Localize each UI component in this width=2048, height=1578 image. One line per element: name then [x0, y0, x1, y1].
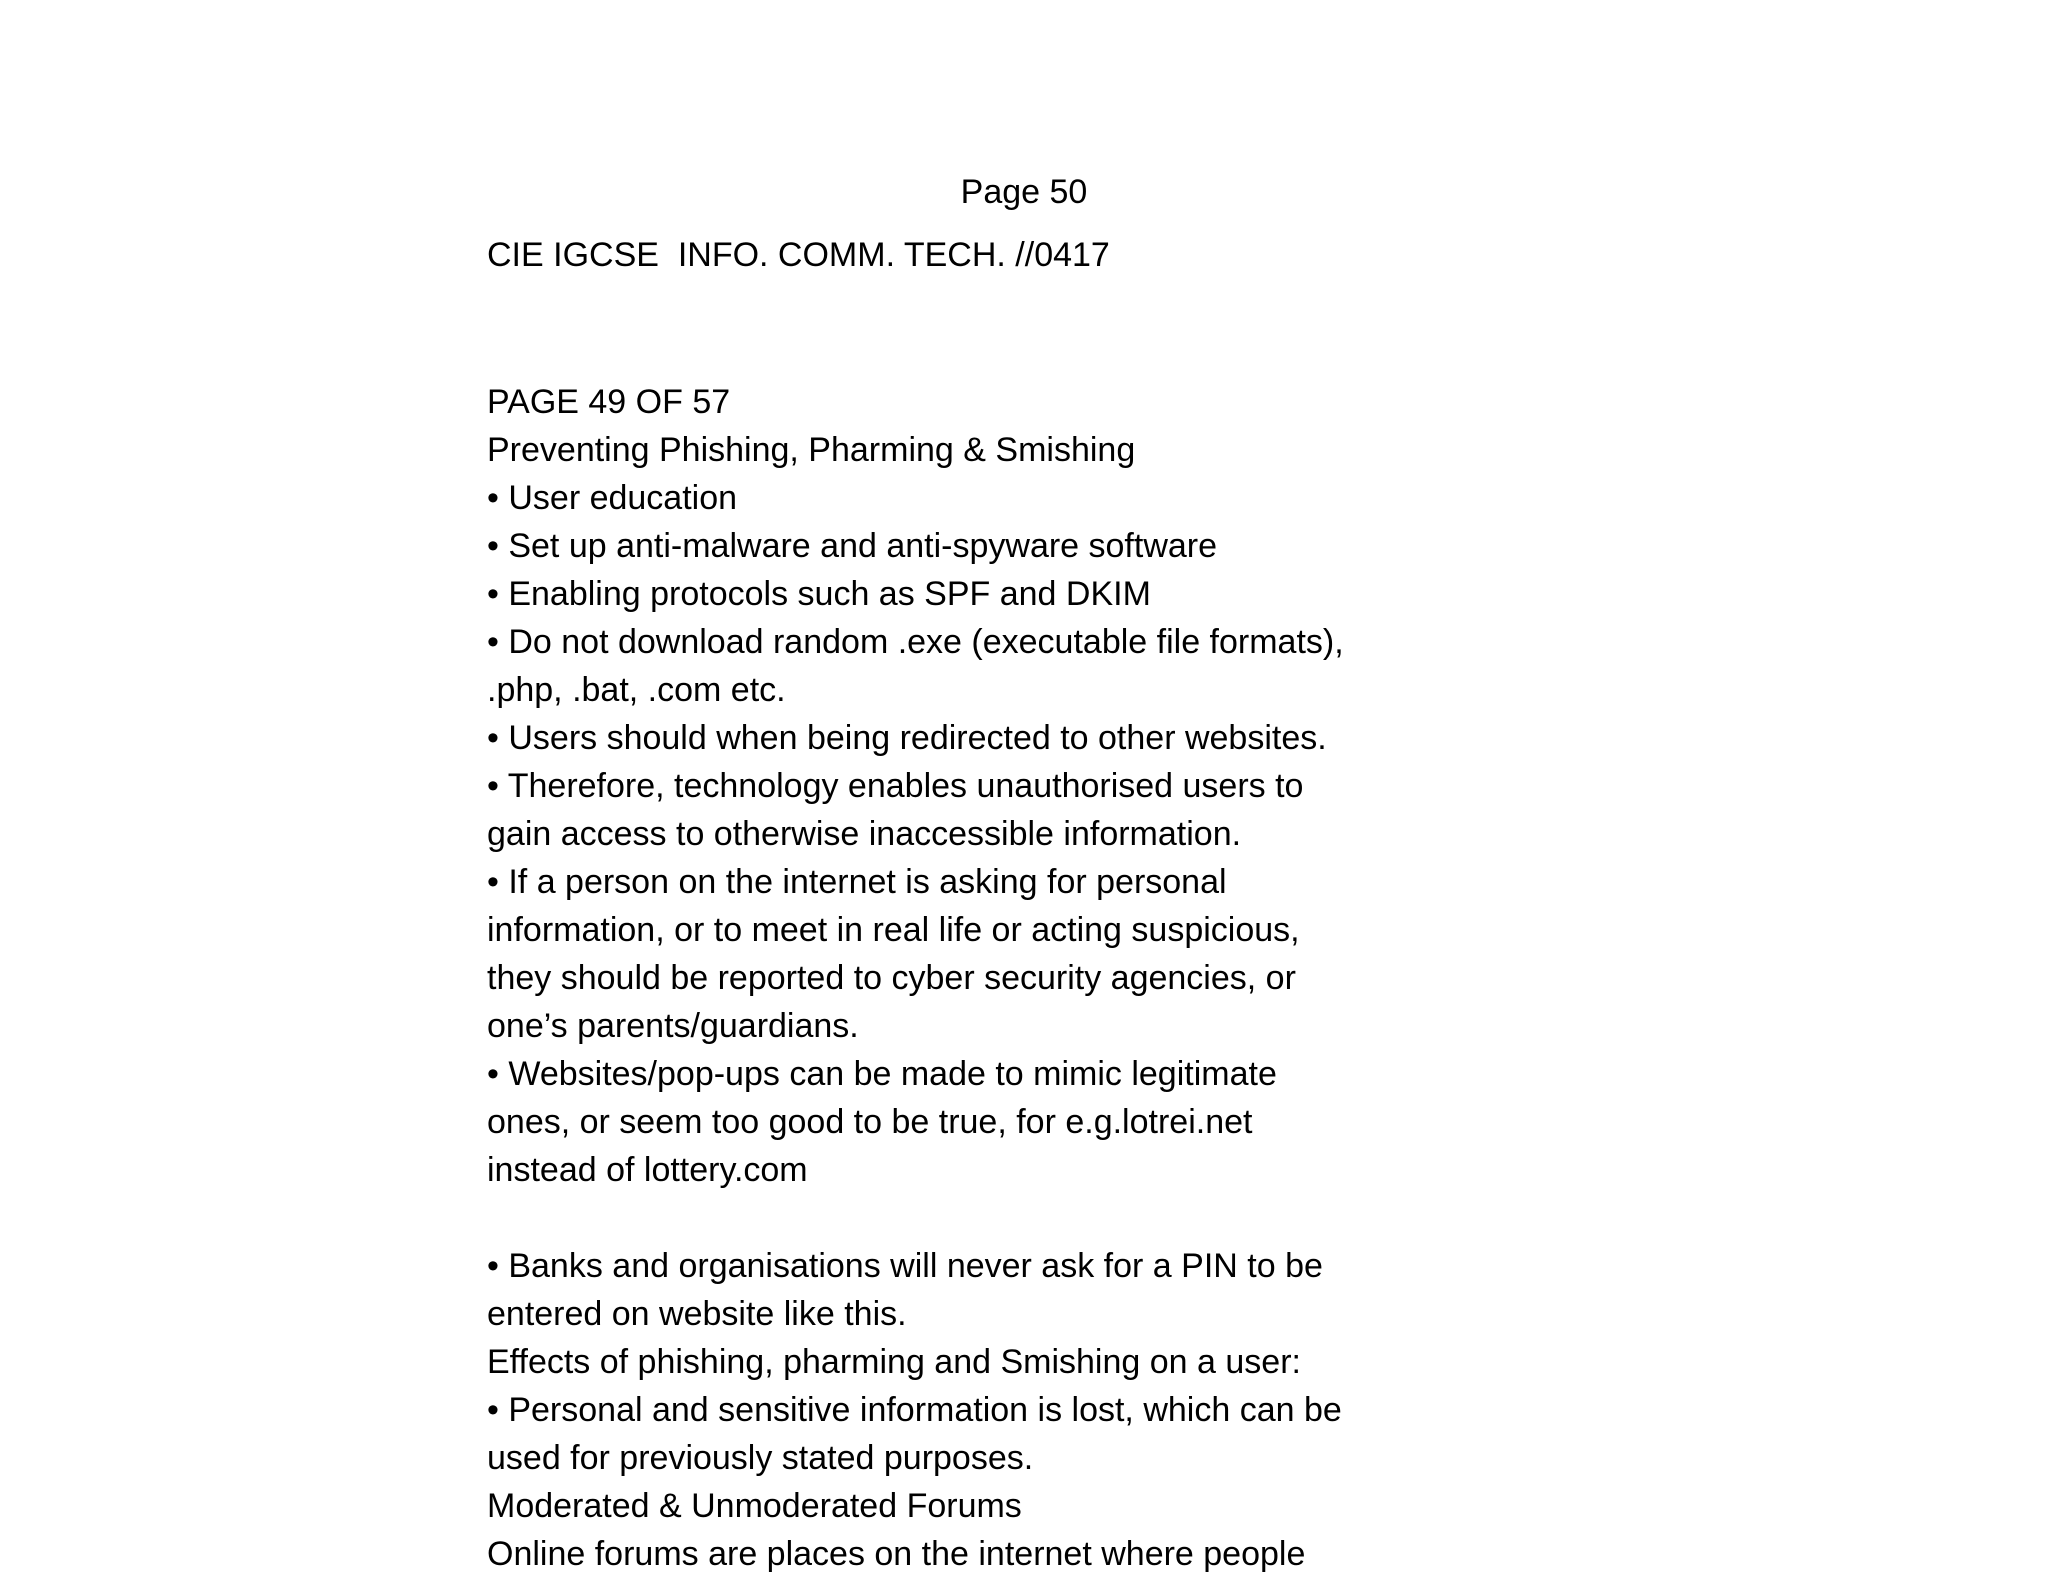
bullet-line: • Users should when being redirected to other websites.: [487, 719, 1327, 757]
bullet-line: • Banks and organisations will never ask for a PIN to be: [487, 1247, 1323, 1285]
text-line: they should be reported to cyber security agencies, or: [487, 959, 1296, 997]
page-number: Page 50: [960, 173, 1088, 211]
bullet-line: • Websites/pop-ups can be made to mimic legitimate: [487, 1055, 1277, 1093]
text-line: information, or to meet in real life or acting suspicious,: [487, 911, 1300, 949]
bullet-line: • Set up anti-malware and anti-spyware software: [487, 527, 1218, 565]
bullet-line: • Do not download random .exe (executable file formats),: [487, 623, 1344, 661]
section-heading-forums: Moderated & Unmoderated Forums: [487, 1487, 1022, 1525]
text-line: used for previously stated purposes.: [487, 1439, 1034, 1477]
section-heading-preventing-phishing: Preventing Phishing, Pharming & Smishing: [487, 431, 1136, 469]
text-line: .php, .bat, .com etc.: [487, 671, 786, 709]
text-line: ones, or seem too good to be true, for e.g.lotrei.net: [487, 1103, 1253, 1141]
text-line: gain access to otherwise inaccessible information.: [487, 815, 1242, 853]
blank-line: [487, 1194, 1447, 1242]
bullet-line: • If a person on the internet is asking for personal: [487, 863, 1227, 901]
text-line: instead of lottery.com: [487, 1151, 808, 1189]
bullet-line: • User education: [487, 479, 738, 517]
section-heading-effects: Effects of phishing, pharming and Smishing on a user:: [487, 1343, 1301, 1381]
text-line: one’s parents/guardians.: [487, 1007, 859, 1045]
text-line: entered on website like this.: [487, 1295, 907, 1333]
document-header: CIE IGCSE INFO. COMM. TECH. //0417: [487, 236, 1110, 274]
text-line: Online forums are places on the internet where people: [487, 1535, 1306, 1573]
document-body: [487, 378, 1447, 1578]
bullet-line: • Therefore, technology enables unauthorised users to: [487, 767, 1304, 805]
page-count-line: PAGE 49 OF 57: [487, 383, 731, 421]
bullet-line: • Enabling protocols such as SPF and DKIM: [487, 575, 1151, 613]
bullet-line: • Personal and sensitive information is lost, which can be: [487, 1391, 1342, 1429]
